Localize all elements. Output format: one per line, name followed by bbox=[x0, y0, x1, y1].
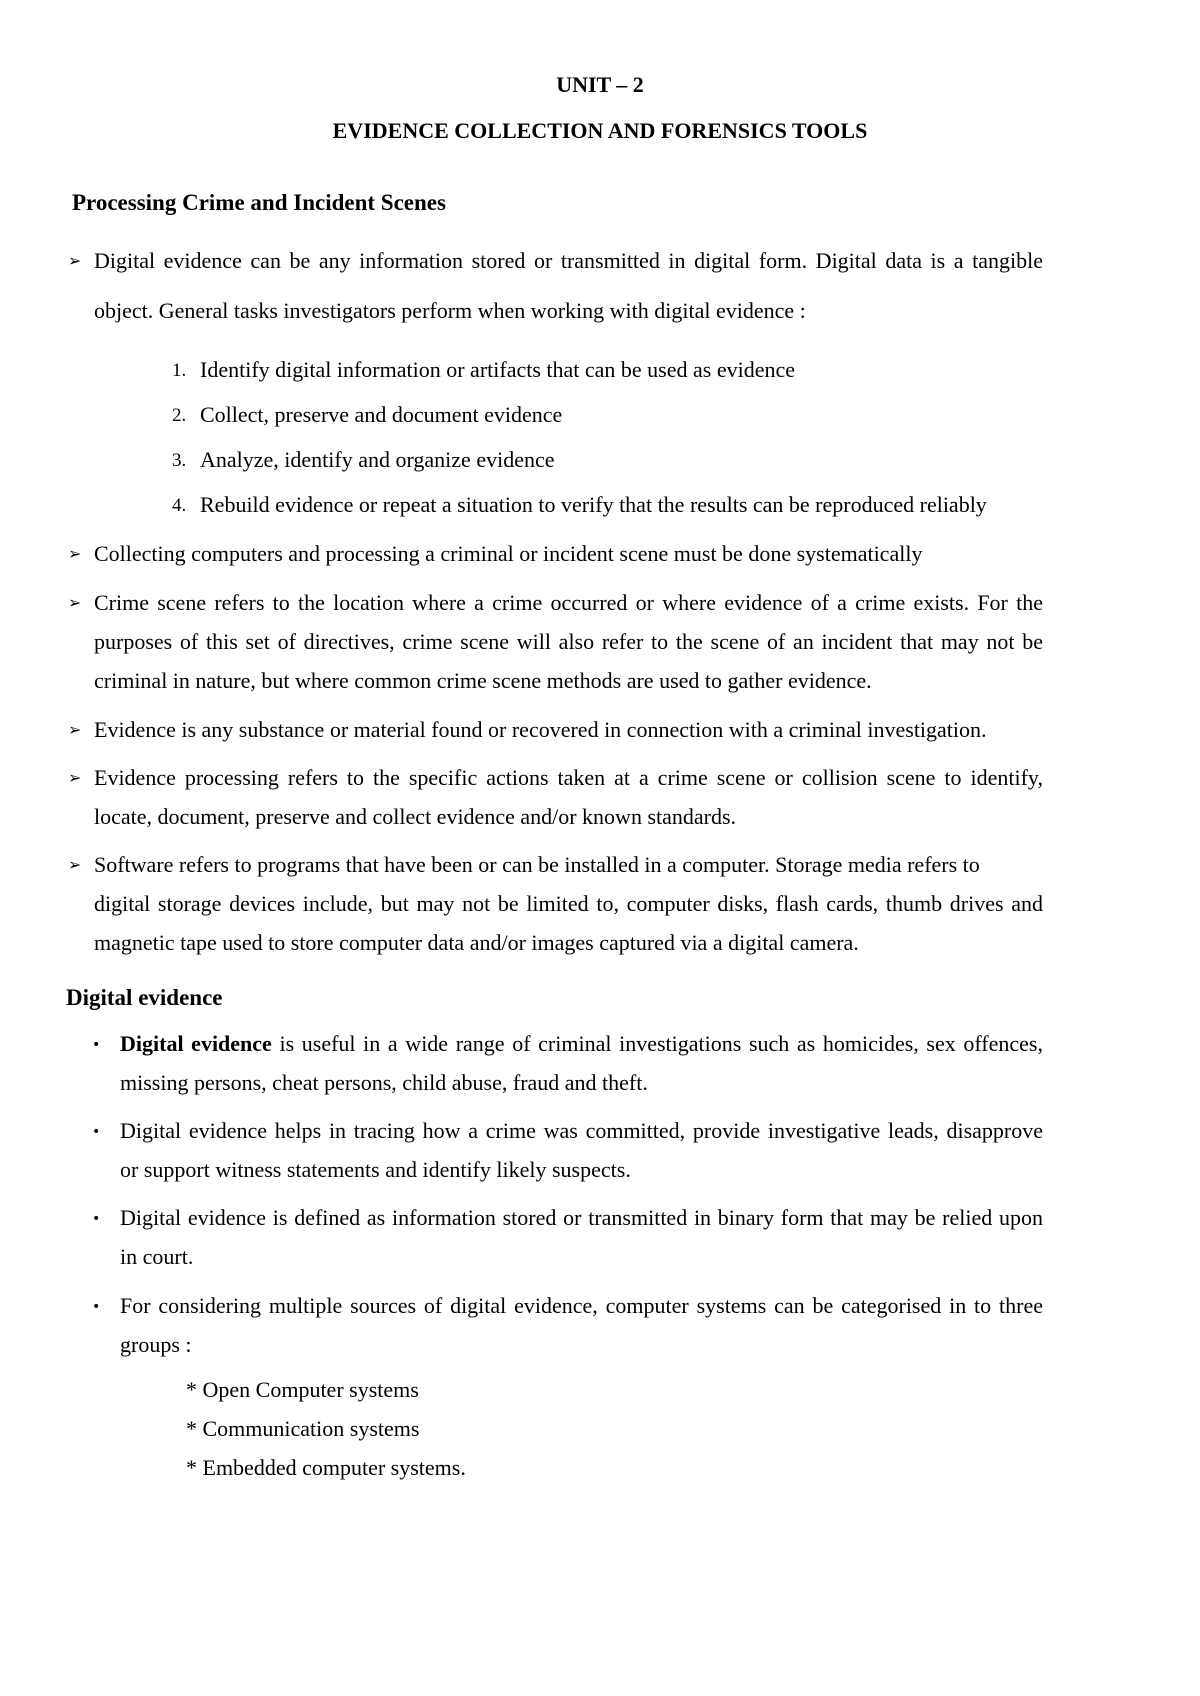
group-item: * Embedded computer systems. bbox=[186, 1455, 466, 1480]
arrow-bullet-icon: ➢ bbox=[68, 855, 82, 874]
bullet-line bbox=[120, 1293, 1043, 1319]
unit-title: UNIT – 2 bbox=[556, 72, 644, 97]
paragraph-line: in court. bbox=[120, 1244, 194, 1269]
paragraph-line bbox=[120, 1031, 1043, 1057]
list-item: Collect, preserve and document evidence bbox=[200, 402, 563, 427]
paragraph-line: object. General tasks investigators perform when working with digital evidence : bbox=[94, 298, 806, 323]
list-number: 1. bbox=[172, 360, 187, 381]
bullet-line bbox=[94, 765, 1043, 791]
arrow-bullet-icon: ➢ bbox=[68, 720, 82, 739]
paragraph-line: digital storage devices include, but may not be limited to, computer disks, flash cards, thumb drives and bbox=[94, 891, 1043, 916]
arrow-bullet-icon: ➢ bbox=[68, 544, 82, 563]
paragraph-line: purposes of this set of directives, crime scene will also refer to the scene of an incident that may not be bbox=[94, 629, 1043, 654]
bold-term: Digital evidence bbox=[120, 1031, 272, 1056]
group-item: * Communication systems bbox=[186, 1416, 420, 1441]
bullet-line bbox=[120, 1118, 1043, 1144]
list-item: Identify digital information or artifacts that can be used as evidence bbox=[200, 357, 795, 382]
arrow-bullet-icon: ➢ bbox=[68, 768, 82, 787]
group-item: * Open Computer systems bbox=[186, 1377, 419, 1402]
list-item: Rebuild evidence or repeat a situation to verify that the results can be reproduced reliably bbox=[200, 492, 987, 517]
list-number: 4. bbox=[172, 495, 187, 516]
paragraph-line: missing persons, cheat persons, child abuse, fraud and theft. bbox=[120, 1070, 648, 1095]
section-heading-digital-evidence: Digital evidence bbox=[66, 985, 223, 1010]
paragraph-line: Crime scene refers to the location where a crime occurred or where evidence of a crime exists. For the bbox=[94, 590, 1043, 615]
paragraph-line: Digital evidence is defined as information stored or transmitted in binary form that may be relied upon bbox=[120, 1205, 1043, 1230]
paragraph-line: magnetic tape used to store computer data and/or images captured via a digital camera. bbox=[94, 930, 859, 955]
main-title: EVIDENCE COLLECTION AND FORENSICS TOOLS bbox=[332, 118, 868, 143]
paragraph-line: Digital evidence can be any information stored or transmitted in digital form. Digital data is a tangible bbox=[94, 248, 1043, 273]
paragraph-line: Digital evidence helps in tracing how a crime was committed, provide investigative leads, disapprove bbox=[120, 1118, 1043, 1143]
bullet-line bbox=[120, 1205, 1043, 1231]
bullet-dot-icon: • bbox=[92, 1299, 101, 1315]
bullet-dot-icon: • bbox=[92, 1124, 101, 1140]
paragraph-line: For considering multiple sources of digital evidence, computer systems can be categorised in to three bbox=[120, 1293, 1043, 1318]
paragraph-line: Evidence processing refers to the specific actions taken at a crime scene or collision scene to identify, bbox=[94, 765, 1043, 790]
section-heading-processing: Processing Crime and Incident Scenes bbox=[72, 190, 446, 215]
list-item: Analyze, identify and organize evidence bbox=[200, 447, 555, 472]
paragraph-line: or support witness statements and identify likely suspects. bbox=[120, 1157, 631, 1182]
paragraph-line: Software refers to programs that have been or can be installed in a computer. Storage media refers to bbox=[94, 852, 980, 877]
arrow-bullet-icon: ➢ bbox=[68, 593, 82, 612]
bullet-line bbox=[94, 590, 1043, 616]
list-number: 3. bbox=[172, 450, 187, 471]
paragraph-line: groups : bbox=[120, 1332, 192, 1357]
bullet-dot-icon: • bbox=[92, 1037, 101, 1053]
paragraph-line: Evidence is any substance or material found or recovered in connection with a criminal investigation. bbox=[94, 717, 987, 742]
bullet-dot-icon: • bbox=[92, 1211, 101, 1227]
paragraph-line: criminal in nature, but where common crime scene methods are used to gather evidence. bbox=[94, 668, 872, 693]
bullet-line bbox=[94, 891, 1043, 917]
paragraph-line: locate, document, preserve and collect evidence and/or known standards. bbox=[94, 804, 737, 829]
arrow-bullet-icon: ➢ bbox=[68, 251, 82, 270]
bullet-line bbox=[94, 248, 1043, 274]
bullet-line bbox=[94, 629, 1043, 655]
paragraph-line: Collecting computers and processing a criminal or incident scene must be done systematically bbox=[94, 541, 923, 566]
list-number: 2. bbox=[172, 405, 187, 426]
bullet-line bbox=[120, 1031, 1043, 1057]
paragraph-text: is useful in a wide range of criminal investigations such as homicides, sex offences, bbox=[271, 1031, 1043, 1056]
